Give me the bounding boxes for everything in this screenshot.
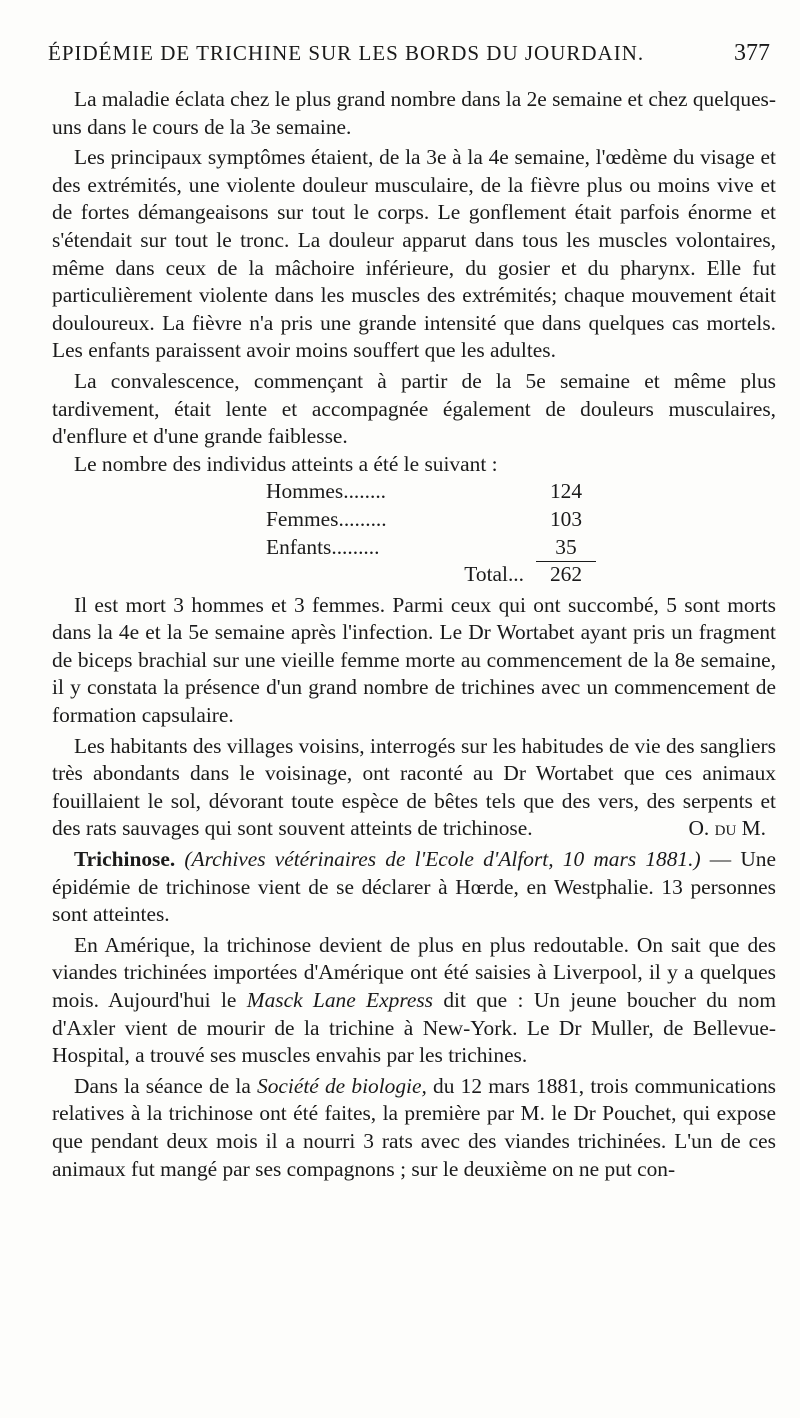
children-label: Enfants......... [266, 534, 380, 559]
news-text: — Une épidémie de trichinose vient de se déclarer à Hœrde, en Westphalie. 13 personnes sont atteintes. [52, 847, 776, 927]
boars-text: Les habitants des villages voisins, interrogés sur les habitudes de vie des sangliers très abondants dans le voisinage, ont raconté au Dr Wortabet que ces animaux fouillaient le sol, dévorant toute espèce de bêtes tels que des vers, des serpents et des rats sauvages qui sont souvent atteints de trichinose. [52, 733, 776, 841]
page-number: 377 [734, 40, 770, 66]
society-text-b: du 12 mars 1881, trois communications relatives à la trichinose ont été faites, la première par M. le Dr Pouchet, qui expose que pendant deux mois il a nourri 3 rats avec des viandes trichinées. L'un de ces animaux fut mangé par ses compagnons ; sur le deuxième on ne put con- [52, 1073, 776, 1181]
paragraph-symptoms: Les principaux symptômes étaient, de la 3e à la 4e semaine, l'œdème du visage et des extrémités, une violente douleur musculaire, de la fièvre plus ou moins vive et de fortes démangeaisons sur tout le corps. Le gonflement était parfois énorme et s'étendait sur tout le tronc. La douleur apparut dans tous les muscles volontaires, même dans ceux de la mâchoire inférieure, du gosier et du pharynx. Elle fut particulièrement violente dans les muscles des extrémités; chaque mouvement était douloureux. La fièvre n'a pris une grande intensité que dans quelques cas mortels. Les enfants paraissent avoir moins souffert que les adultes. [52, 145, 776, 363]
america-text-b: dit que : Un jeune boucher du nom d'Axler vient de mourir de la trichine à New-York. Le Dr Muller, de Bellevue-Hospital, a trouvé ses muscles envahis par les trichines. [52, 988, 776, 1068]
case-count-table [266, 478, 596, 588]
table-row [266, 478, 596, 506]
women-value: 103 [549, 506, 583, 531]
total-value: 262 [536, 561, 596, 589]
men-value: 124 [549, 479, 583, 504]
society-name: Société de biologie, [257, 1073, 427, 1098]
children-value: 35 [555, 534, 577, 559]
paragraph-deaths: Il est mort 3 hommes et 3 femmes. Parmi ceux qui ont succombé, 5 sont morts dans la 4e et la 5e semaine après l'infection. Le Dr Wortabet ayant pris un fragment de biceps brachial sur une vieille femme morte au commencement de la 8e semaine, il y constata la présence d'un grand nombre de trichines avec un commencement de formation capsulaire. [52, 592, 776, 728]
source-citation: (Archives vétérinaires de l'Ecole d'Alfort, 10 mars 1881.) [184, 847, 701, 872]
paragraph-count-intro: Le nombre des individus atteints a été le suivant : [74, 451, 498, 476]
america-text-a: En Amérique, la trichinose devient de plus en plus redoutable. On sait que des viandes trichinées importées d'Amérique ont été saisies à Liverpool, il y a quelques mois. Aujourd'hui le [52, 932, 776, 1012]
journal-name: Masck Lane Express [246, 988, 433, 1012]
paragraph-onset: La maladie éclata chez le plus grand nombre dans la 2e semaine et chez quelques-uns dans le cours de la 3e semaine. [52, 87, 777, 139]
running-header [48, 40, 770, 67]
total-label: Total... [464, 562, 524, 587]
page-body [52, 86, 776, 1183]
paragraph-trichinose-news [52, 846, 776, 929]
section-title: Trichinose. [74, 847, 176, 872]
author-signature: O. du M. [688, 816, 766, 841]
table-row [266, 534, 596, 562]
paragraph-convalescence: La convalescence, commençant à partir de la 5e semaine et même plus tardivement, était lente et accompagnée également de douleurs musculaires, d'enflure et d'une grande faiblesse. [52, 368, 776, 449]
men-label: Hommes........ [266, 479, 387, 504]
paragraph-society [52, 1073, 776, 1183]
table-row [266, 506, 596, 534]
women-label: Femmes......... [266, 506, 387, 531]
society-text-a: Dans la séance de la [74, 1073, 251, 1098]
paragraph-boars [52, 733, 776, 843]
running-title: ÉPIDÉMIE DE TRICHINE SUR LES BORDS DU JOURDAIN. [48, 41, 645, 65]
paragraph-america [52, 932, 776, 1070]
table-total-row [266, 561, 596, 589]
